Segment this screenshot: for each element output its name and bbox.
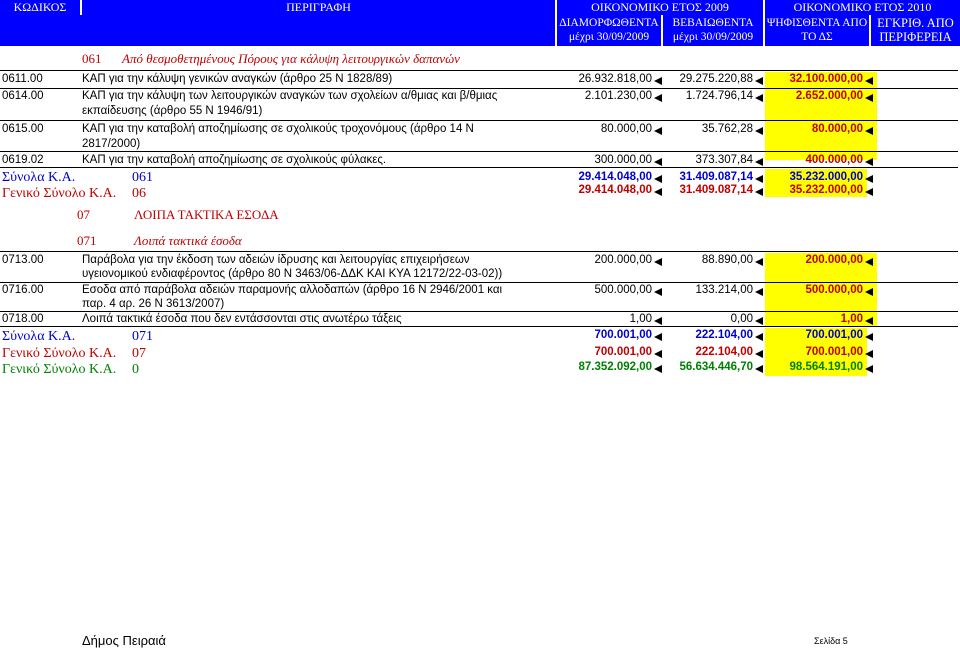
row-code-0619: 0619.02 — [2, 154, 44, 166]
arrow-marker-icon — [865, 127, 873, 135]
sum-061-certified: 31.409.087,14 — [679, 171, 753, 183]
arrow-marker-icon — [865, 288, 873, 296]
header-approved — [871, 15, 960, 46]
group-07-title: ΛΟΙΠΑ ΤΑΚΤΙΚΑ ΕΣΟΔΑ — [134, 207, 279, 222]
header-certified — [663, 15, 763, 46]
arrow-marker-icon — [865, 258, 873, 266]
total-06-certified: 31.409.087,14 — [679, 184, 753, 196]
header-voted-label: ΨΗΦΙΣΘΕΝΤΑ ΑΠΟ — [766, 17, 868, 29]
group-071-code: 071 — [77, 233, 97, 248]
arrow-marker-icon — [865, 317, 873, 325]
arrow-marker-icon — [755, 350, 763, 358]
row-desc-0619: ΚΑΠ για την καταβολή αποζημίωσης σε σχολικούς φύλακες. — [82, 154, 387, 166]
formed-0615: 80.000,00 — [600, 123, 652, 135]
total-0-formed: 87.352.092,00 — [578, 361, 652, 373]
voted-0713: 200.000,00 — [805, 254, 863, 266]
divider — [0, 167, 958, 168]
header-voted — [765, 15, 869, 46]
voted-0614: 2.652.000,00 — [795, 90, 863, 102]
formed-0716: 500.000,00 — [594, 284, 652, 296]
arrow-marker-icon — [755, 158, 763, 166]
voted-0615: 80.000,00 — [811, 123, 863, 135]
certified-0614: 1.724.796,14 — [685, 90, 753, 102]
sum-061-voted: 35.232.000,00 — [789, 171, 863, 183]
row-desc-0716-line2: παρ. 4 αρ. 26 Ν 3613/2007) — [82, 298, 225, 310]
group-07-code: 07 — [77, 207, 90, 222]
divider — [0, 326, 958, 327]
header-approved-label: ΕΓΚΡΙΘ. ΑΠΟ — [877, 16, 954, 30]
arrow-marker-icon — [654, 77, 662, 85]
arrow-marker-icon — [654, 94, 662, 102]
row-desc-0713-line1: Παράβολα για την έκδοση των αδειών ίδρυσης και λειτουργίας επιχειρήσεων — [82, 254, 470, 266]
total-07-certified: 222.104,00 — [695, 346, 753, 358]
group-061-code: 061 — [82, 51, 102, 66]
header-year-2010: ΟΙΚΟΝΟΜΙΚΟ ΕΤΟΣ 2010 — [765, 0, 960, 15]
arrow-marker-icon — [755, 127, 763, 135]
row-desc-0716-line1: Εσοδα από παράβολα αδειών παραμονής αλλοδαπών (άρθρο 16 Ν 2946/2001 και — [82, 284, 503, 296]
row-desc-0713-line2: υγειονομικού ενδιαφέροντος (άρθρο 80 Ν 3463/06-ΔΔΚ ΚΑΙ ΚΥΑ 12172/22-03-02)) — [82, 268, 503, 280]
arrow-marker-icon — [654, 365, 662, 373]
certified-0716: 133.214,00 — [695, 284, 753, 296]
arrow-marker-icon — [654, 288, 662, 296]
arrow-marker-icon — [654, 188, 662, 196]
total-06-formed: 29.414.048,00 — [578, 184, 652, 196]
certified-0718: 0,00 — [730, 313, 753, 325]
total-07-code: 07 — [132, 346, 146, 361]
total-07-voted: 700.001,00 — [805, 346, 863, 358]
arrow-marker-icon — [755, 94, 763, 102]
row-desc-0615-line1: ΚΑΠ για την καταβολή αποζημίωσης σε σχολικούς τροχονόμους (άρθρο 14 Ν — [82, 123, 474, 135]
divider — [0, 70, 958, 71]
sum-071-formed: 700.001,00 — [594, 329, 652, 341]
sum-071-code: 071 — [132, 329, 153, 344]
row-code-0716: 0716.00 — [2, 284, 44, 296]
row-code-0713: 0713.00 — [2, 254, 44, 266]
arrow-marker-icon — [865, 77, 873, 85]
certified-0713: 88.890,00 — [701, 254, 753, 266]
header-description: ΠΕΡΙΓΡΑΦΗ — [82, 0, 555, 15]
total-0-code: 0 — [132, 362, 139, 377]
row-desc-0718: Λοιπά τακτικά έσοδα που δεν εντάσσονται στις ανωτέρω τάξεις — [82, 313, 402, 325]
arrow-marker-icon — [865, 188, 873, 196]
row-desc-0614-line1: ΚΑΠ για την κάλυψη των λειτουργικών αναγκών των σχολείων α/θμιας και β/θμιας — [82, 90, 498, 102]
voted-0718: 1,00 — [840, 313, 863, 325]
header-formed-label: ΔΙΑΜΟΡΦΩΘΕΝΤΑ — [559, 17, 659, 29]
arrow-marker-icon — [654, 333, 662, 341]
arrow-marker-icon — [654, 127, 662, 135]
footer-page-number: Σελίδα 5 — [814, 636, 848, 646]
highlight-061 — [765, 72, 877, 160]
row-desc-0614-line2: εκπαίδευσης (άρθρο 55 Ν 1946/91) — [82, 105, 263, 117]
formed-0713: 200.000,00 — [594, 254, 652, 266]
arrow-marker-icon — [755, 188, 763, 196]
arrow-marker-icon — [865, 158, 873, 166]
arrow-marker-icon — [654, 317, 662, 325]
certified-0615: 35.762,28 — [701, 123, 753, 135]
total-07-label: Γενικό Σύνολο Κ.Α. — [2, 346, 117, 361]
total-0-label: Γενικό Σύνολο Κ.Α. — [2, 362, 117, 377]
divider — [0, 282, 958, 283]
total-0-voted: 98.564.191,00 — [789, 361, 863, 373]
sum-071-voted: 700.001,00 — [805, 329, 863, 341]
row-code-0718: 0718.00 — [2, 313, 44, 325]
row-desc-0611: ΚΑΠ για την κάλυψη γενικών αναγκών (άρθρο 25 Ν 1828/89) — [82, 73, 393, 85]
formed-0619: 300.000,00 — [594, 154, 652, 166]
arrow-marker-icon — [865, 175, 873, 183]
sum-061-formed: 29.414.048,00 — [578, 171, 652, 183]
row-code-0615: 0615.00 — [2, 123, 44, 135]
group-071-title: Λοιπά τακτικά έσοδα — [134, 233, 242, 248]
formed-0614: 2.101.230,00 — [584, 90, 652, 102]
sum-061-label: Σύνολα Κ.Α. — [2, 170, 76, 185]
arrow-marker-icon — [755, 317, 763, 325]
divider — [0, 151, 958, 152]
row-code-0614: 0614.00 — [2, 90, 44, 102]
header-code: ΚΩΔΙΚΟΣ — [0, 0, 80, 15]
total-06-code: 06 — [132, 186, 146, 201]
certified-0619: 373.307,84 — [695, 154, 753, 166]
arrow-marker-icon — [755, 288, 763, 296]
arrow-marker-icon — [654, 158, 662, 166]
arrow-marker-icon — [654, 175, 662, 183]
header-formed-until: μέχρι 30/09/2009 — [568, 31, 650, 43]
total-06-label: Γενικό Σύνολο Κ.Α. — [2, 186, 117, 201]
arrow-marker-icon — [755, 258, 763, 266]
total-07-formed: 700.001,00 — [594, 346, 652, 358]
formed-0718: 1,00 — [629, 313, 652, 325]
arrow-marker-icon — [865, 350, 873, 358]
voted-0619: 400.000,00 — [805, 154, 863, 166]
sum-071-certified: 222.104,00 — [695, 329, 753, 341]
header-approved-by: ΠΕΡΙΦΕΡΕΙΑ — [879, 30, 952, 44]
row-desc-0615-line2: 2817/2000) — [82, 138, 141, 150]
arrow-marker-icon — [654, 350, 662, 358]
header-voted-by: ΤΟ ΔΣ — [801, 31, 833, 43]
arrow-marker-icon — [865, 365, 873, 373]
header-formed — [557, 15, 661, 46]
total-0-certified: 56.634.446,70 — [679, 361, 753, 373]
arrow-marker-icon — [755, 365, 763, 373]
row-code-0611: 0611.00 — [2, 73, 43, 85]
arrow-marker-icon — [654, 258, 662, 266]
arrow-marker-icon — [865, 333, 873, 341]
sum-061-code: 061 — [132, 170, 153, 185]
header-year-2009: ΟΙΚΟΝΟΜΙΚΟ ΕΤΟΣ 2009 — [557, 0, 763, 15]
arrow-marker-icon — [865, 94, 873, 102]
divider — [0, 120, 958, 121]
voted-0716: 500.000,00 — [805, 284, 863, 296]
divider — [0, 311, 958, 312]
header-certified-label: ΒΕΒΑΙΩΘΕΝΤΑ — [672, 17, 754, 29]
total-06-voted: 35.232.000,00 — [789, 184, 863, 196]
arrow-marker-icon — [755, 175, 763, 183]
arrow-marker-icon — [755, 333, 763, 341]
certified-0611: 29.275.220,88 — [679, 73, 753, 85]
group-061-title: Από θεσμοθετημένους Πόρους για κάλυψη λειτουργικών δαπανών — [122, 51, 460, 66]
divider — [0, 251, 958, 252]
header-certified-until: μέχρι 30/09/2009 — [672, 31, 754, 43]
footer-municipality: Δήμος Πειραιά — [82, 633, 166, 648]
voted-0611: 32.100.000,00 — [789, 73, 863, 85]
formed-0611: 26.932.818,00 — [578, 73, 652, 85]
divider — [0, 88, 958, 89]
arrow-marker-icon — [755, 77, 763, 85]
sum-071-label: Σύνολα Κ.Α. — [2, 329, 76, 344]
header-spacer — [0, 15, 555, 46]
